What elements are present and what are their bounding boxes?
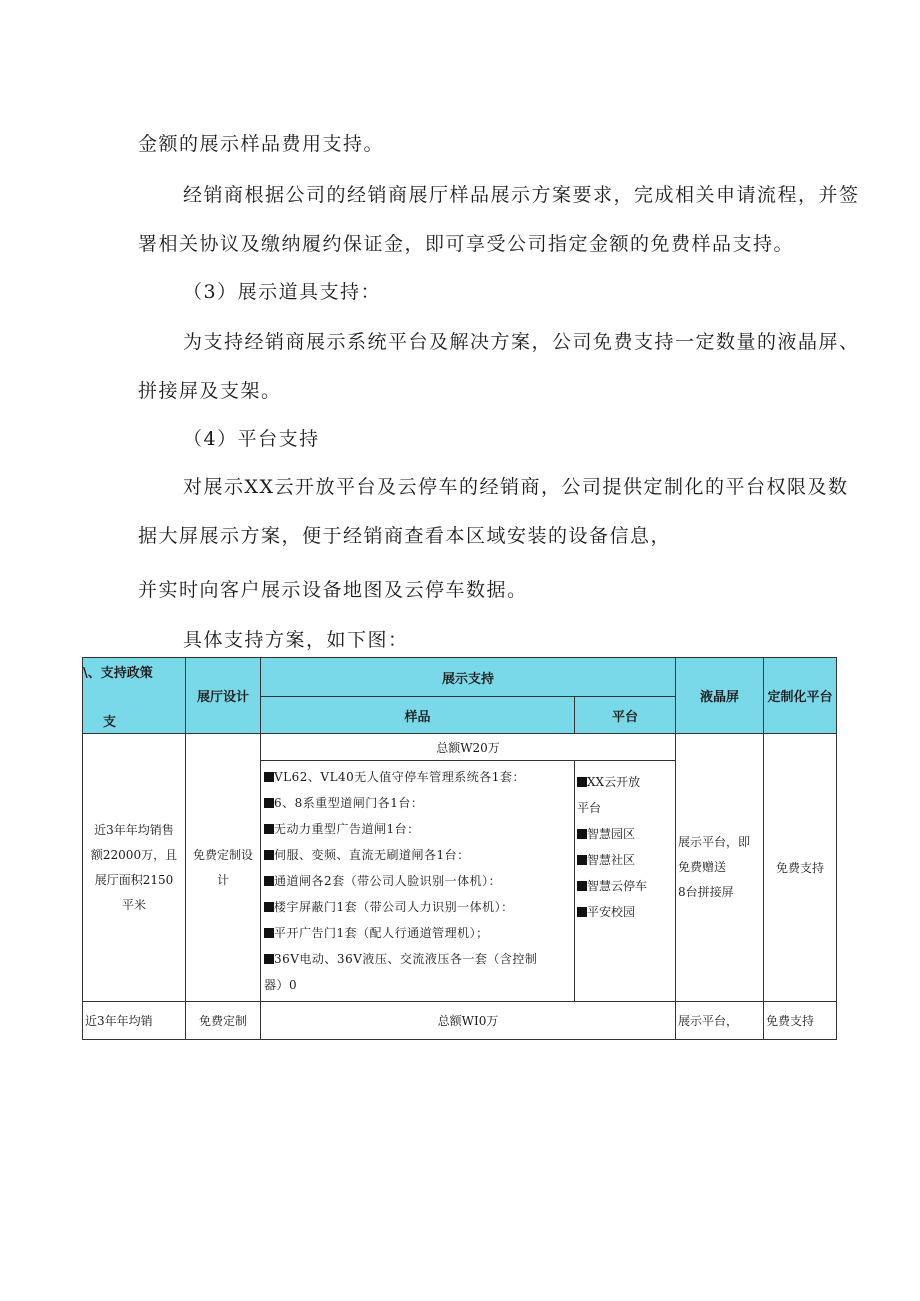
row2-total: 总额WI0万 [261, 1002, 676, 1040]
platform-item: 智慧云停车 [577, 873, 673, 899]
header-hall-design: 展厅设计 [186, 658, 261, 734]
platform-item: 智慧社区 [577, 847, 673, 873]
sample-item: 平开广告门1套（配人行通道管理机）； [264, 920, 572, 946]
paragraph-cont: 金额的展示样品费用支持。 [138, 133, 385, 155]
bullet-square-icon [264, 798, 274, 808]
header-corner-top: \、支持政策 [83, 665, 153, 681]
bullet-square-icon [264, 850, 274, 860]
support-plan-table [82, 657, 837, 1040]
sample-item: 楼宇屏蔽门1套（带公司人力识别一体机）： [264, 894, 572, 920]
paragraph-props-line2: 拼接屏及支架。 [138, 380, 282, 402]
row2-condition: 近3年年均销 [83, 1002, 186, 1040]
header-corner [83, 658, 186, 734]
bullet-square-icon [264, 876, 274, 886]
row1-lcd-line: 展示平台，即 [678, 835, 751, 849]
paragraph-platform-line2: 据大屏展示方案，便于经销商查看本区域安装的设备信息， [138, 525, 672, 547]
bullet-square-icon [264, 772, 274, 782]
header-samples: 样品 [261, 697, 575, 734]
heading-platform-support: （4）平台支持 [183, 428, 320, 450]
sample-item: VL62、VL40无人值守停车管理系统各1套： [264, 764, 572, 790]
platform-item-continued: 平台 [577, 801, 602, 815]
sample-item: 6、8系重型道闸门各1台： [264, 790, 572, 816]
row2-hall-design: 免费定制 [186, 1002, 261, 1040]
bullet-square-icon [577, 855, 587, 865]
row1-total: 总额W20万 [261, 734, 676, 761]
sample-item: 伺服、变频、直流无刷道闸各1台： [264, 842, 572, 868]
paragraph-props-line1: 为支持经销商展示系统平台及解决方案，公司免费支持一定数量的液晶屏、 [183, 331, 860, 353]
row1-condition-line: 近3年年均销售 [94, 822, 174, 837]
paragraph-plan-intro: 具体支持方案，如下图： [183, 629, 409, 651]
row1-hall-design [186, 734, 261, 1002]
header-corner-bottom: 支 [103, 714, 117, 730]
bullet-square-icon [577, 829, 587, 839]
row1-condition-line: 平米 [121, 897, 146, 912]
header-custom-platform: 定制化平台 [764, 658, 837, 734]
row1-hall-line: 计 [216, 872, 229, 887]
bullet-square-icon [264, 824, 274, 834]
sample-item: 通道闸各2套（带公司人脸识别一体机）： [264, 868, 572, 894]
row1-custom-platform: 免费支持 [764, 734, 837, 1002]
platform-item: 平安校园 [577, 899, 673, 925]
row1-lcd [676, 734, 764, 1002]
platform-item: 智慧园区 [577, 821, 673, 847]
sample-item: 无动力重型广告道闸1台： [264, 816, 572, 842]
platform-item: XX云开放 [577, 769, 673, 795]
row1-condition-line: 额22000万，且 [90, 847, 178, 862]
row1-hall-line: 免费定制设 [192, 847, 253, 862]
bullet-square-icon [577, 907, 587, 917]
paragraph-platform-line3: 并实时向客户展示设备地图及云停车数据。 [138, 579, 528, 601]
header-platform: 平台 [575, 697, 676, 734]
row1-lcd-line: 免费赠送 [678, 860, 727, 874]
sample-item: 36V电动、36V液压、交流液压各一套（含控制 [264, 946, 572, 972]
header-lcd: 液晶屏 [676, 658, 764, 734]
row1-platform-list [575, 761, 676, 1002]
row2-lcd: 展示平台， [676, 1002, 764, 1040]
row1-condition [83, 734, 186, 1002]
bullet-square-icon [577, 777, 587, 787]
sample-item-continued: 器）0 [264, 978, 298, 992]
paragraph-samples-line2: 署相关协议及缴纳履约保证金，即可享受公司指定金额的免费样品支持。 [138, 233, 795, 255]
heading-props-support: （3）展示道具支持： [183, 281, 382, 303]
bullet-square-icon [577, 881, 587, 891]
bullet-square-icon [264, 928, 274, 938]
row2-custom-platform: 免费支持 [764, 1002, 837, 1040]
bullet-square-icon [264, 902, 274, 912]
paragraph-samples-line1: 经销商根据公司的经销商展厅样品展示方案要求，完成相关申请流程，并签 [183, 184, 860, 206]
row1-condition-line: 展厅面积2150 [94, 872, 174, 887]
bullet-square-icon [264, 954, 274, 964]
row1-lcd-line: 8台拼接屏 [678, 885, 734, 899]
header-display-support: 展示支持 [261, 658, 676, 697]
row1-sample-list [261, 761, 575, 1002]
paragraph-platform-line1: 对展示XX云开放平台及云停车的经销商，公司提供定制化的平台权限及数 [183, 476, 849, 498]
